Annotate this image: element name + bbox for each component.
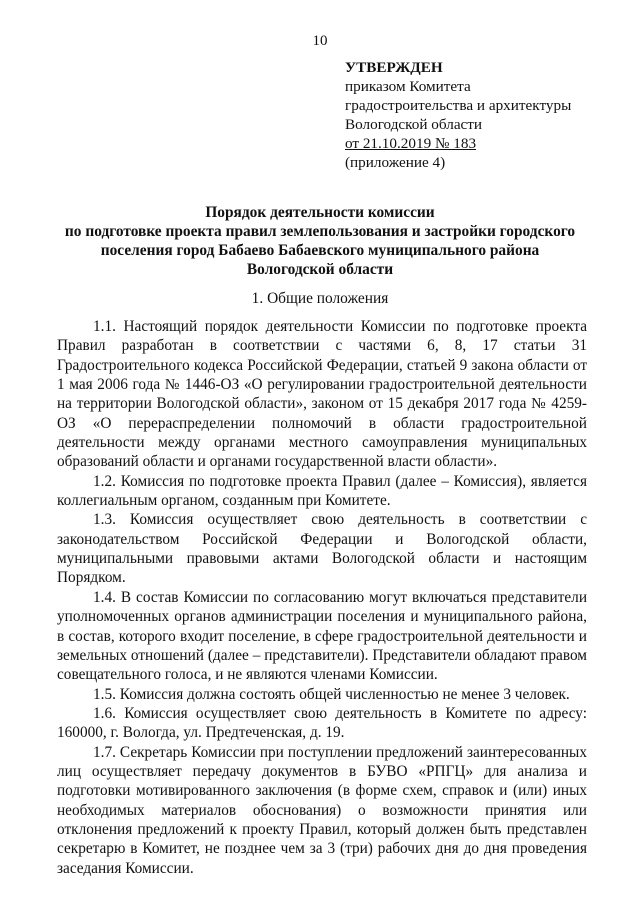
document-body (57, 317, 587, 878)
approval-order-date: от 21.10.2019 № 183 (345, 135, 477, 152)
paragraph: 1.3. Комиссия осуществляет свою деятельность в соответствии с законодательством Российской Федерации и Вологодской области, муниципальными правовыми актами Вологодской области и настоящим Порядком. (57, 511, 587, 587)
approval-issuer-line: Вологодской области (345, 116, 483, 133)
document-title (40, 203, 600, 279)
paragraph: 1.2. Комиссия по подготовке проекта Правил (далее – Комиссия), является коллегиальным органом, созданным при Комитете. (57, 472, 587, 510)
document-title-line: Порядок деятельности комиссии (205, 204, 435, 221)
document-title-line: по подготовке проекта правил землепользования и застройки городского (64, 223, 576, 240)
document-title-line: поселения город Бабаево Бабаевского муниципального района (100, 242, 540, 259)
paragraph: 1.1. Настоящий порядок деятельности Комиссии по подготовке проекта Правил разработан в соответствии с частями 6, 8, 17 статьи 31 Градостроительного кодекса Российской Федерации, статьей 9 закона области от 1 мая 2006 года № 1446-ОЗ «О регулировании градостроительной деятельности на территории Вологодской области», законом от 15 декабря 2017 года № 4259-ОЗ «О перераспределении полномочий в области градостроительной деятельности между органами местного самоуправления муниципальных образований области и органами государственной власти области». (57, 318, 587, 471)
paragraph: 1.5. Комиссия должна состоять общей численностью не менее 3 человек. (93, 685, 570, 703)
paragraph: 1.4. В состав Комиссии по согласованию могут включаться представители уполномоченных органов администрации поселения и муниципального района, в состав, которого входит поселение, в сфере градостроительной деятельности и земельных отношений (далее – представители). Представители обладают правом совещательного голоса, и не являются членами Комиссии. (57, 588, 587, 684)
paragraph: 1.7. Секретарь Комиссии при поступлении предложений заинтересованных лиц осуществляет передачу документов в БУВО «РПГЦ» для анализа и подготовки мотивированного заключения (в форме схем, справок и (или) иных необходимых материалов обоснования) о возможности принятия или отклонения предложений к проекту Правил, который должен быть представлен секретарю в Комитет, не позднее чем за 3 (три) рабочих дня до дня проведения заседания Комиссии. (57, 743, 587, 877)
approval-stamp (345, 58, 625, 172)
approval-issuer-line: приказом Комитета (345, 78, 471, 95)
approval-heading: УТВЕРЖДЕН (345, 59, 443, 76)
page-number: 10 (312, 33, 328, 49)
document-title-line: Вологодской области (246, 261, 394, 278)
approval-appendix-note: (приложение 4) (345, 154, 446, 171)
paragraph: 1.6. Комиссия осуществляет свою деятельность в Комитете по адресу: 160000, г. Вологда, ул. Предтеченская, д. 19. (57, 704, 587, 742)
section-heading: 1. Общие положения (251, 290, 389, 307)
approval-issuer-line: градостроительства и архитектуры (345, 97, 572, 114)
